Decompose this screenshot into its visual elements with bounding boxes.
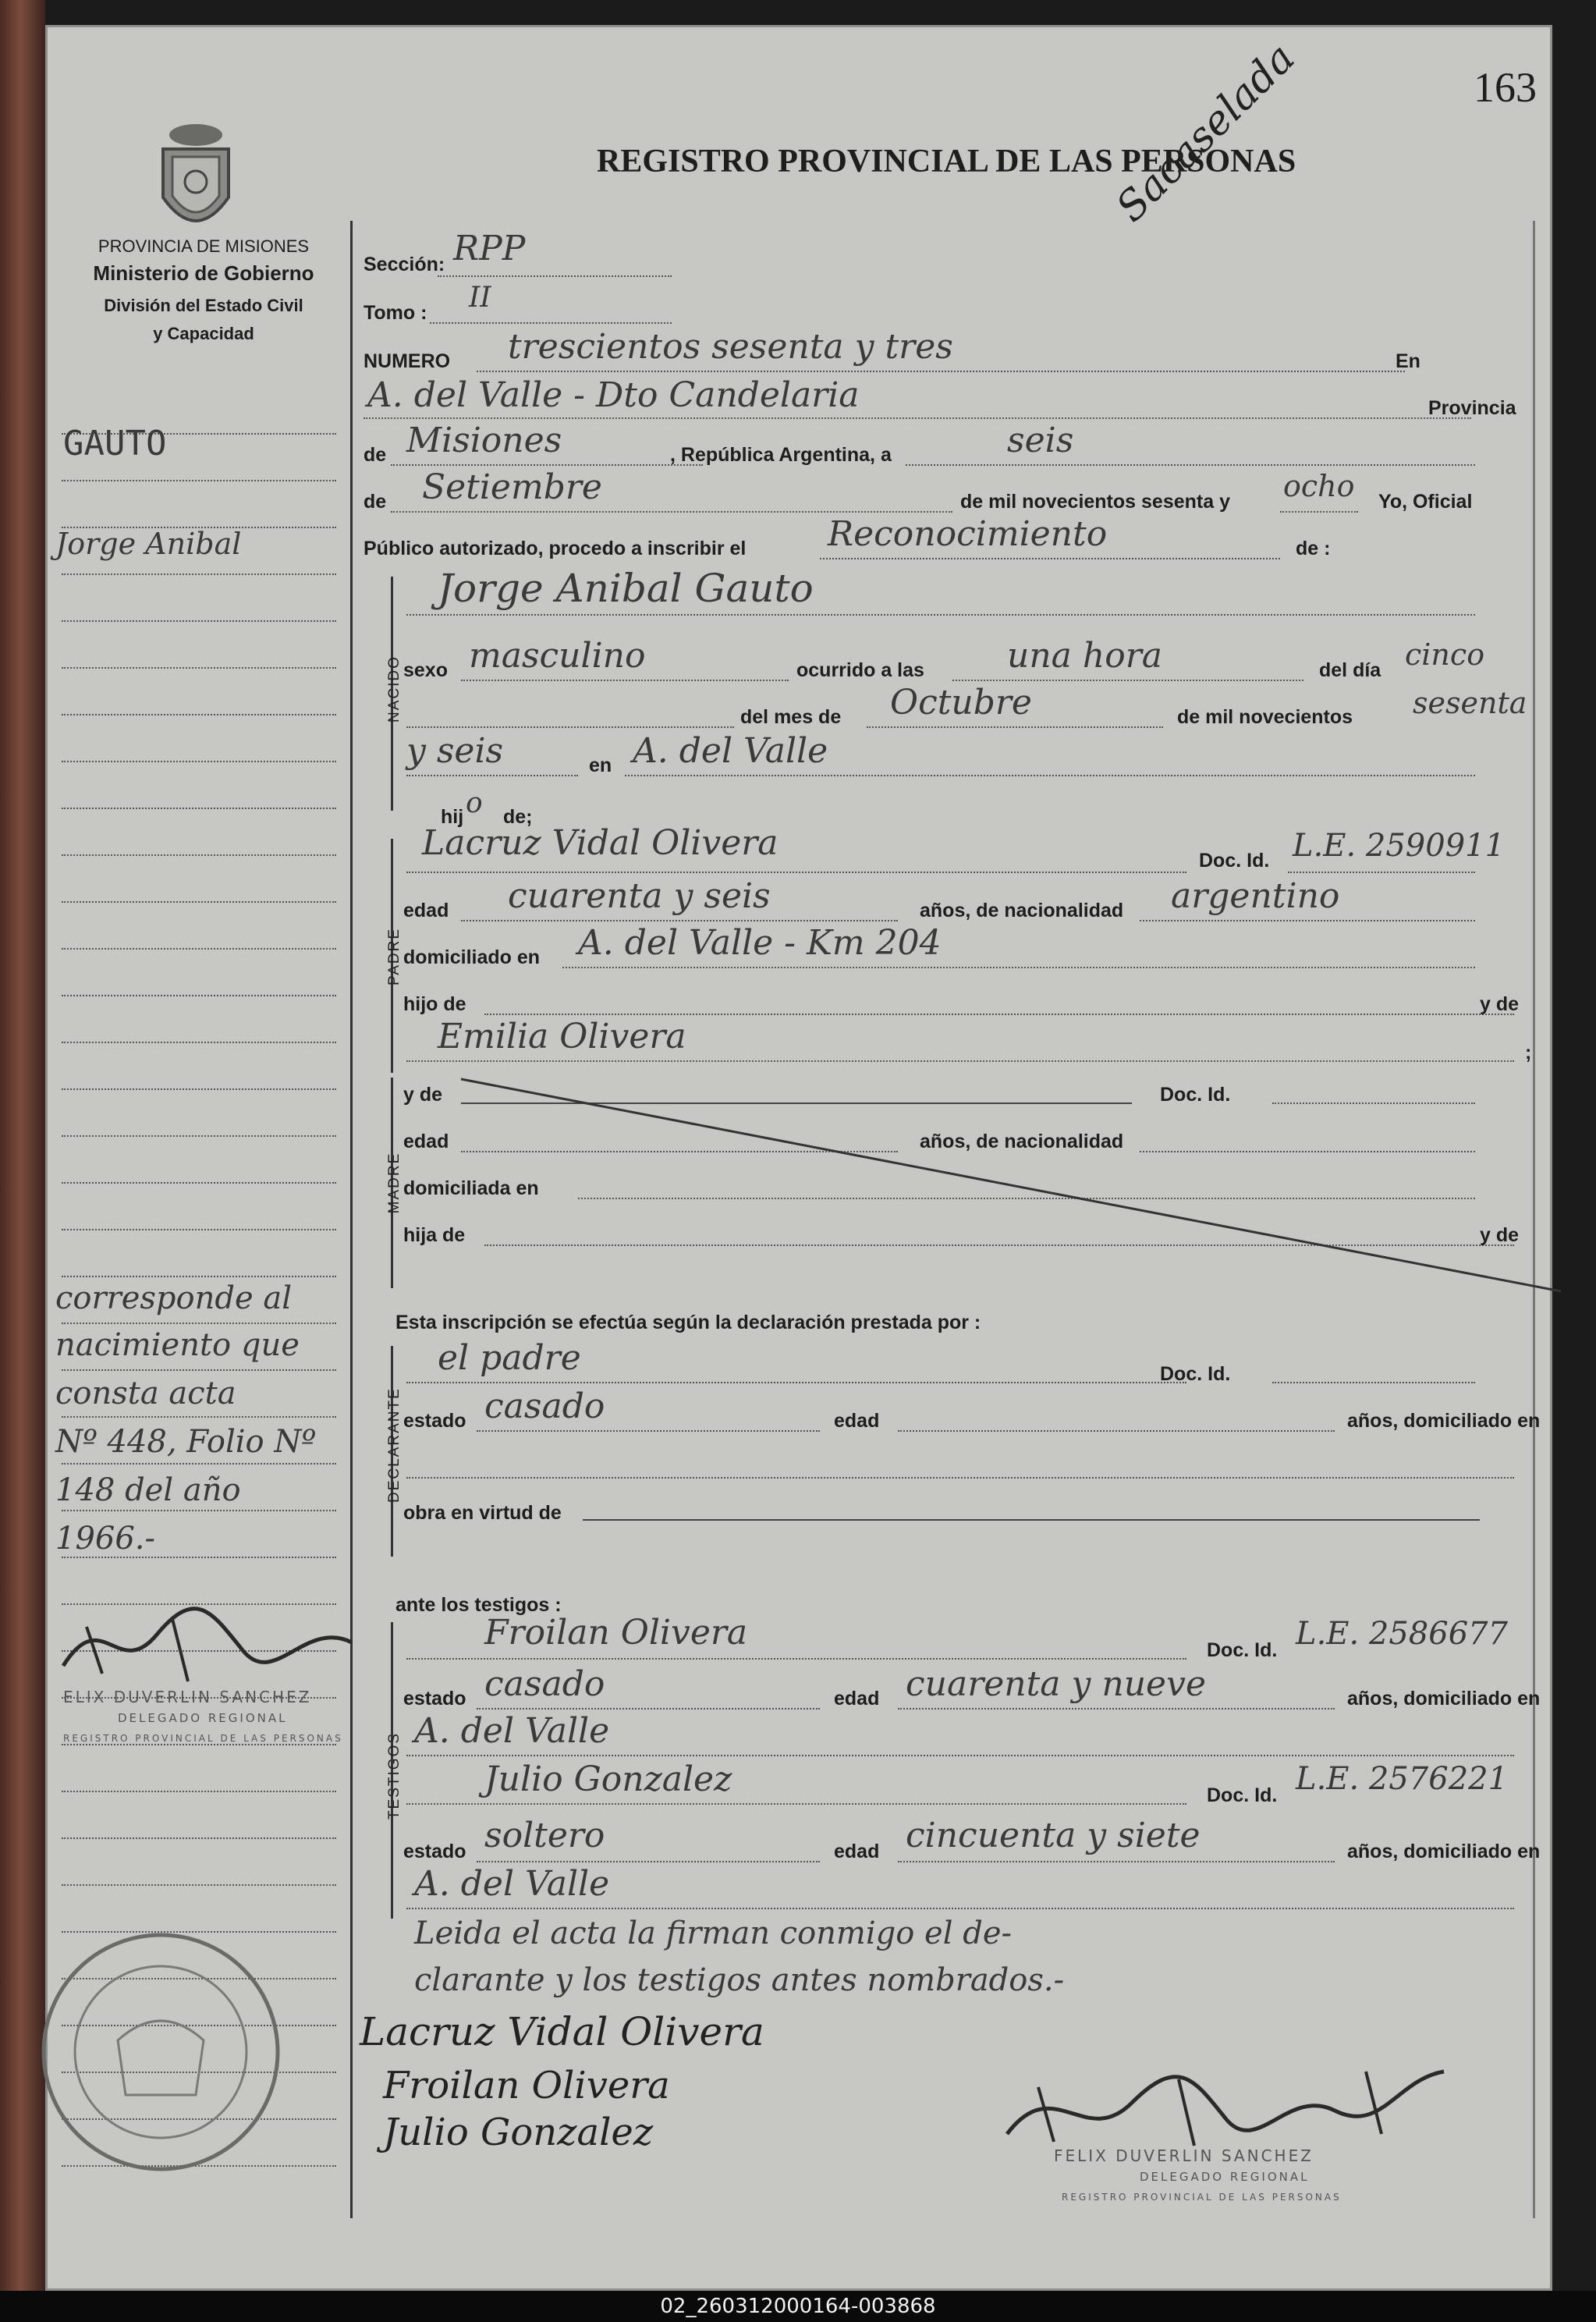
declarante-doc-label: Doc. Id. — [1160, 1363, 1231, 1385]
padre-edad-line — [461, 920, 898, 921]
yo-oficial-label: Yo, Oficial — [1378, 491, 1473, 513]
de-mil-label: de mil novecientos — [1177, 706, 1353, 728]
declarante-obra-label: obra en virtud de — [403, 1502, 562, 1524]
declarante-domicilio-line — [406, 1477, 1514, 1479]
ministry-label: Ministerio de Gobierno — [93, 261, 314, 285]
madre-crossout-stroke — [453, 1073, 1576, 1307]
margin-given-names: Jorge Anibal — [55, 527, 242, 561]
declarante-obra-line — [583, 1519, 1480, 1521]
witness-2-estado-line — [477, 1861, 820, 1862]
margin-guide-line — [62, 808, 336, 809]
witness-1-name: Froilan Olivera — [484, 1613, 748, 1653]
signature-witness-2: Julio Gonzalez — [383, 2111, 654, 2154]
witness-2-estado: soltero — [484, 1816, 605, 1855]
witness-2-domicilio-line — [406, 1908, 1514, 1909]
official-name: FELIX DUVERLIN SANCHEZ — [1054, 2146, 1314, 2165]
closing-line-2: clarante y los testigos antes nombrados.- — [414, 1962, 1065, 1998]
padre-doc-value: L.E. 2590911 — [1293, 828, 1506, 864]
hora-value: una hora — [1007, 636, 1162, 676]
tomo-line — [430, 322, 672, 324]
en-label: En — [1396, 350, 1420, 372]
padre-doc-label: Doc. Id. — [1199, 850, 1270, 872]
margin-note-3: consta acta — [55, 1376, 236, 1411]
margin-stamp-title: DELEGADO REGIONAL — [118, 1711, 288, 1725]
padre-section-label: PADRE — [386, 927, 403, 986]
anio-value-1: sesenta — [1413, 686, 1527, 720]
declarante-section-label: DECLARANTE — [386, 1387, 403, 1503]
witness-2-name-line — [406, 1803, 1186, 1805]
document-title: REGISTRO PROVINCIAL DE LAS PERSONAS — [597, 144, 1296, 179]
hijo-label: hij — [441, 806, 464, 828]
witness-1-doc: L.E. 2586677 — [1296, 1616, 1509, 1652]
madre-doc-label: Doc. Id. — [1160, 1084, 1231, 1106]
padre-nacionalidad-label: años, de nacionalidad — [920, 900, 1124, 921]
witness-1-edad-line — [898, 1708, 1335, 1710]
margin-guide-line — [62, 1510, 336, 1511]
witness-1-name-line — [406, 1658, 1186, 1660]
official-office: REGISTRO PROVINCIAL DE LAS PERSONAS — [1062, 2192, 1342, 2203]
padre-name-line — [406, 872, 1186, 873]
year-value: ocho — [1283, 469, 1355, 503]
seccion-line — [438, 275, 672, 277]
margin-guide-line — [62, 1088, 336, 1090]
margin-guide-line — [62, 948, 336, 950]
declarante-doc-line — [1272, 1382, 1475, 1383]
margin-note-2: nacimiento que — [55, 1327, 300, 1363]
sexo-line — [461, 680, 789, 681]
padre-nacionalidad-line — [1140, 920, 1475, 921]
margin-guide-line — [62, 1229, 336, 1230]
month-line — [391, 511, 952, 513]
padre-doc-line — [1288, 872, 1475, 873]
padre-name: Lacruz Vidal Olivera — [422, 823, 778, 863]
declarante-estado-value: casado — [484, 1386, 605, 1426]
madre-y-de-end-label: y de — [1480, 1224, 1520, 1246]
padre-hijo-de-line — [484, 1014, 1514, 1015]
witness-1-anios-label: años, domiciliado en — [1347, 1688, 1541, 1710]
witness-2-doc: L.E. 2576221 — [1296, 1761, 1509, 1797]
person-name: Jorge Anibal Gauto — [438, 566, 814, 611]
witness-1-estado-label: estado — [403, 1688, 466, 1710]
mil-label: de mil novecientos sesenta y — [960, 491, 1230, 513]
official-seal-icon — [32, 1923, 289, 2181]
margin-note-6: 1966.- — [55, 1521, 156, 1557]
declarante-line — [406, 1382, 1186, 1383]
mes-value: Octubre — [890, 683, 1032, 723]
day-value: seis — [1007, 421, 1074, 460]
witness-1-estado-line — [477, 1708, 820, 1710]
official-title: DELEGADO REGIONAL — [1140, 2170, 1310, 2184]
ocurrido-label: ocurrido a las — [796, 659, 924, 681]
witness-1-domicilio-line — [406, 1755, 1514, 1756]
margin-guide-line — [62, 714, 336, 715]
padre-edad-value: cuarenta y seis — [508, 876, 771, 916]
margin-guide-line — [62, 1744, 336, 1745]
margin-guide-line — [62, 1557, 336, 1558]
sexo-label: sexo — [403, 659, 448, 681]
dia-value: cinco — [1405, 637, 1485, 672]
margin-guide-line — [62, 1416, 336, 1418]
nacido-section-label: NACIDO — [386, 655, 403, 723]
certificate-page — [45, 25, 1552, 2291]
year-line — [1280, 511, 1358, 513]
padre-domicilio-label: domiciliado en — [403, 946, 541, 968]
de-colon-label: de : — [1296, 538, 1331, 559]
padre-hijo-de-label: hijo de — [403, 993, 466, 1015]
declarante-estado-label: estado — [403, 1410, 466, 1432]
province-label: PROVINCIA DE MISIONES — [98, 236, 310, 256]
del-mes-label: del mes de — [740, 706, 842, 728]
witness-2-domicilio: A. del Valle — [414, 1864, 610, 1904]
margin-guide-line — [62, 901, 336, 903]
place-value: A. del Valle - Dto Candelaria — [367, 375, 860, 415]
margin-guide-line — [62, 1369, 336, 1371]
republica-label: , República Argentina, a — [670, 444, 892, 466]
margin-guide-line — [62, 1884, 336, 1886]
witness-1-edad-label: edad — [834, 1688, 880, 1710]
place-line — [364, 417, 1471, 419]
day-line — [906, 464, 1475, 466]
margin-guide-line — [62, 667, 336, 669]
margin-guide-line — [62, 620, 336, 622]
declarante-value: el padre — [438, 1338, 581, 1378]
margin-guide-line — [62, 1042, 336, 1043]
anio-value-2: y seis — [406, 731, 504, 771]
witness-2-estado-label: estado — [403, 1841, 466, 1862]
padre-y-de-label: y de — [1480, 993, 1520, 1015]
hijo-de-label: de; — [503, 806, 533, 828]
closing-line-1: Leida el acta la firman conmigo el de- — [414, 1915, 1013, 1951]
numero-label: NUMERO — [364, 350, 451, 372]
witness-2-anios-label: años, domiciliado en — [1347, 1841, 1541, 1862]
testigos-section-label: TESTIGOS — [386, 1731, 403, 1820]
madre-y-de-label: y de — [403, 1084, 443, 1106]
province-line — [391, 464, 703, 466]
sexo-value: masculino — [469, 636, 646, 676]
margin-divider — [350, 221, 353, 2218]
numero-value: trescientos sesenta y tres — [508, 327, 953, 367]
acto-line — [820, 558, 1280, 559]
margin-guide-line — [62, 854, 336, 856]
margin-guide-line — [62, 995, 336, 996]
page-number: 163 — [1474, 64, 1537, 111]
witness-2-name: Julio Gonzalez — [484, 1759, 732, 1799]
hora-line — [952, 680, 1303, 681]
margin-guide-line — [62, 480, 336, 481]
madre-hija-de-label: hija de — [403, 1224, 466, 1246]
margin-note-1: corresponde al — [55, 1280, 293, 1316]
margin-guide-line — [62, 573, 336, 575]
margin-official-signature — [55, 1596, 383, 1689]
witness-1-domicilio: A. del Valle — [414, 1711, 610, 1751]
lugar-value: A. del Valle — [633, 731, 828, 771]
division-label: División del Estado Civil — [104, 296, 303, 315]
declarante-estado-line — [477, 1430, 820, 1432]
witness-1-edad: cuarenta y nueve — [906, 1664, 1206, 1704]
witness-2-doc-label: Doc. Id. — [1207, 1784, 1278, 1806]
margin-signature-top: Sacaselada — [1107, 34, 1304, 232]
declarante-edad-label: edad — [834, 1410, 880, 1432]
margin-stamp-office: REGISTRO PROVINCIAL DE LAS PERSONAS — [63, 1733, 343, 1744]
padre-madre-name: Emilia Olivera — [438, 1017, 686, 1056]
footer-id: 02_260312000164-003868 — [0, 2291, 1596, 2322]
witness-2-edad: cincuenta y siete — [906, 1816, 1201, 1855]
declarante-anios-label: años, domiciliado en — [1347, 1410, 1541, 1432]
margin-stamp-name: ELIX DUVERLIN SANCHEZ — [63, 1688, 312, 1706]
mes-pre-line — [406, 726, 734, 728]
en-lugar-label: en — [589, 754, 612, 776]
margin-note-4: Nº 448, Folio Nº — [55, 1424, 317, 1460]
padre-domicilio-line — [562, 967, 1475, 968]
witness-2-edad-label: edad — [834, 1841, 880, 1862]
padre-semicolon: ; — [1525, 1042, 1532, 1063]
signature-declarante: Lacruz Vidal Olivera — [360, 2009, 764, 2054]
margin-guide-line — [62, 761, 336, 762]
anio2-line — [406, 775, 578, 776]
declarante-edad-line — [898, 1430, 1335, 1432]
seccion-label: Sección: — [364, 254, 445, 275]
margin-surname: GAUTO — [63, 424, 167, 463]
padre-edad-label: edad — [403, 900, 449, 921]
coat-of-arms-icon — [149, 119, 243, 252]
declarante-intro: Esta inscripción se efectúa según la declaración prestada por : — [395, 1312, 981, 1333]
seccion-value: RPP — [453, 229, 526, 268]
hijo-suffix: o — [466, 787, 483, 819]
margin-guide-line — [62, 1463, 336, 1465]
madre-section-label: MADRE — [386, 1152, 403, 1214]
padre-domicilio-value: A. del Valle - Km 204 — [578, 923, 942, 963]
de-label: de — [364, 444, 387, 466]
publico-label: Público autorizado, procedo a inscribir el — [364, 538, 747, 559]
madre-nacionalidad-label: años, de nacionalidad — [920, 1131, 1124, 1152]
division-label-2: y Capacidad — [153, 324, 254, 343]
month-value: Setiembre — [422, 467, 602, 507]
de-label-2: de — [364, 491, 387, 513]
margin-guide-line — [62, 1323, 336, 1324]
del-dia-label: del día — [1319, 659, 1381, 681]
province-value: Misiones — [406, 421, 562, 460]
madre-edad-label: edad — [403, 1131, 449, 1152]
testigos-intro: ante los testigos : — [395, 1594, 562, 1616]
margin-guide-line — [62, 1276, 336, 1277]
margin-guide-line — [62, 1837, 336, 1839]
margin-guide-line — [62, 1135, 336, 1137]
acto-value: Reconocimiento — [828, 514, 1108, 554]
mes-line — [867, 726, 1163, 728]
madre-domicilio-label: domiciliada en — [403, 1177, 539, 1199]
margin-note-5: 148 del año — [55, 1472, 241, 1508]
witness-1-estado: casado — [484, 1664, 605, 1704]
margin-guide-line — [62, 1791, 336, 1792]
lugar-line — [625, 775, 1475, 776]
padre-madre-line — [406, 1060, 1514, 1062]
witness-1-doc-label: Doc. Id. — [1207, 1639, 1278, 1661]
tomo-value: II — [469, 282, 491, 314]
witness-2-edad-line — [898, 1861, 1335, 1862]
padre-nacionalidad-value: argentino — [1171, 876, 1340, 916]
official-signature — [991, 2056, 1459, 2157]
margin-guide-line — [62, 1182, 336, 1184]
numero-line — [477, 371, 1405, 372]
tomo-label: Tomo : — [364, 302, 427, 324]
signature-witness-1: Froilan Olivera — [383, 2064, 670, 2107]
provincia-label: Provincia — [1428, 397, 1516, 419]
person-name-line — [406, 614, 1475, 616]
